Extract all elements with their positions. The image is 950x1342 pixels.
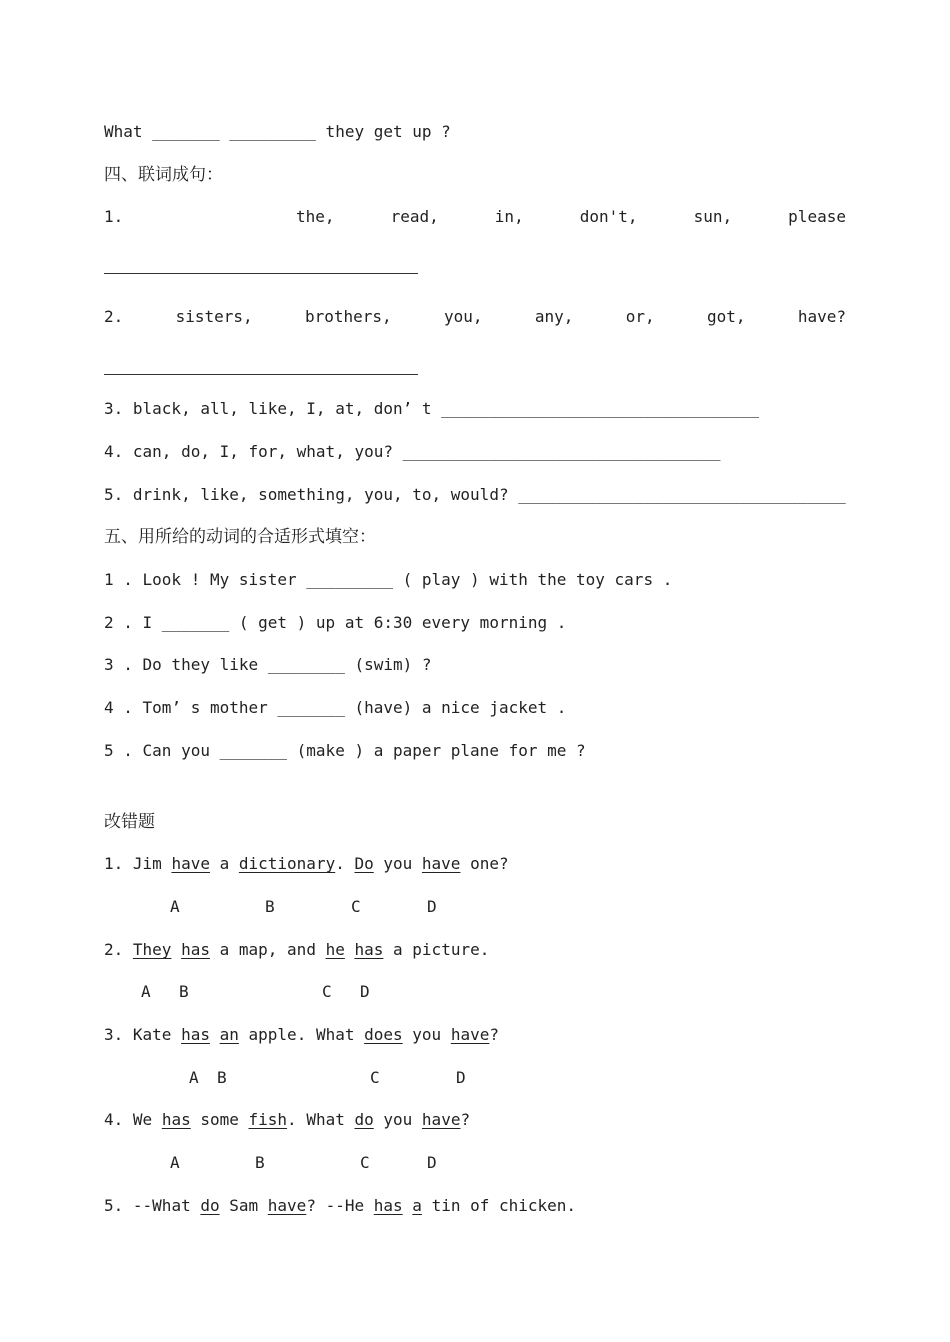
text: . What (287, 1110, 355, 1129)
text: ? (460, 1110, 471, 1129)
correction-q5 (104, 1196, 576, 1216)
underlined-option-c: does (364, 1025, 403, 1044)
section5-item: 2 . I _______ ( get ) up at 6:30 every morning . (104, 613, 567, 632)
section4-q1-number: 1. (104, 207, 124, 226)
top-line: What _______ _________ they get up ? (104, 122, 451, 141)
option-letter-b: B (265, 897, 275, 916)
underlined-option-b: fish (248, 1110, 288, 1129)
section5-item: 4 . Tom’ s mother _______ (have) a nice jacket . (104, 698, 567, 717)
underlined-option-a: has (161, 1110, 191, 1129)
question-number: 1. (104, 854, 133, 873)
underlined-option-a: has (181, 1025, 210, 1044)
text: you (373, 1110, 422, 1129)
section4-q3: 3. black, all, like, I, at, don’ t _________________________________ (104, 399, 760, 418)
word: you, (444, 307, 483, 326)
word: got, (706, 307, 746, 326)
underlined-option-d: a (412, 1196, 422, 1215)
word: read, (390, 207, 439, 226)
underlined-option-a: have (171, 854, 210, 873)
word: sisters, (175, 307, 253, 326)
word: sun, (693, 207, 733, 226)
text: one? (460, 854, 509, 873)
correction-q1 (104, 854, 509, 874)
word: in, (494, 207, 524, 226)
text: a (209, 854, 239, 873)
word: have? (797, 307, 846, 326)
option-letter-c: C (360, 1153, 370, 1172)
text (210, 1025, 220, 1044)
word: the, (296, 207, 335, 226)
underlined-option-d: has (354, 940, 384, 959)
underlined-option-c: has (373, 1196, 403, 1215)
word: or, (625, 307, 655, 326)
underlined-option-a: do (200, 1196, 220, 1215)
option-letter-a: A (170, 1153, 180, 1172)
option-letter-b: B (255, 1153, 265, 1172)
section4-q1-words (296, 207, 846, 227)
text: Jim (132, 854, 172, 873)
underlined-option-b: has (181, 940, 210, 959)
text: ? (489, 1025, 499, 1044)
section4-q4: 4. can, do, I, for, what, you? _________________________________ (104, 442, 721, 461)
section4-q5: 5. drink, like, something, you, to, would? __________________________________ (104, 485, 846, 504)
text: We (132, 1110, 162, 1129)
text: you (402, 1025, 451, 1044)
correction-q2 (104, 940, 489, 960)
question-number: 3. (104, 1025, 133, 1044)
underlined-option-d: have (450, 1025, 490, 1044)
text: you (373, 854, 422, 873)
section5-heading: 五、用所给的动词的合适形式填空： (104, 527, 376, 547)
option-letter-a: A (141, 982, 151, 1001)
text: . (335, 854, 355, 873)
correction-q3 (104, 1025, 499, 1045)
text: apple. What (238, 1025, 365, 1044)
option-letter-c: C (370, 1068, 380, 1087)
underlined-option-c: do (354, 1110, 374, 1129)
correction-heading: 改错题 (104, 812, 155, 832)
section4-q2-words (104, 307, 846, 327)
text: tin of chicken. (421, 1196, 577, 1215)
answer-line (104, 374, 418, 375)
option-letter-b: B (179, 982, 189, 1001)
text: a map, and (209, 940, 326, 959)
option-letter-d: D (456, 1068, 466, 1087)
word: please (788, 207, 846, 226)
option-letter-d: D (427, 1153, 437, 1172)
option-letter-c: C (351, 897, 361, 916)
question-number: 2. (104, 307, 124, 326)
option-letter-b: B (217, 1068, 227, 1087)
answer-line (104, 273, 418, 274)
word: brothers, (304, 307, 392, 326)
text: some (190, 1110, 249, 1129)
option-letter-a: A (189, 1068, 199, 1087)
underlined-option-c: he (325, 940, 345, 959)
question-number: 4. (104, 1110, 133, 1129)
section4-heading: 四、联词成句： (104, 165, 223, 185)
underlined-option-b: have (267, 1196, 307, 1215)
text (171, 940, 181, 959)
underlined-option-b: dictionary (238, 854, 336, 873)
section5-item: 1 . Look ! My sister _________ ( play ) with the toy cars . (104, 570, 673, 589)
underlined-option-c: Do (354, 854, 374, 873)
underlined-option-d: have (421, 1110, 461, 1129)
underlined-option-d: have (421, 854, 461, 873)
correction-q4 (104, 1110, 470, 1130)
underlined-option-a: They (132, 940, 172, 959)
text: Kate (132, 1025, 182, 1044)
text: --What (132, 1196, 201, 1215)
option-letter-d: D (427, 897, 437, 916)
word: any, (534, 307, 574, 326)
question-number: 2. (104, 940, 133, 959)
text: ? --He (306, 1196, 374, 1215)
text: Sam (219, 1196, 268, 1215)
option-letter-c: C (322, 982, 332, 1001)
section5-item: 3 . Do they like ________ (swim) ? (104, 655, 432, 674)
underlined-option-b: an (219, 1025, 239, 1044)
option-letter-d: D (360, 982, 370, 1001)
option-letter-a: A (170, 897, 180, 916)
text (403, 1196, 413, 1215)
word: don't, (579, 207, 638, 226)
section5-item: 5 . Can you _______ (make ) a paper plane for me ? (104, 741, 586, 760)
text: a picture. (383, 940, 490, 959)
question-number: 5. (104, 1196, 133, 1215)
